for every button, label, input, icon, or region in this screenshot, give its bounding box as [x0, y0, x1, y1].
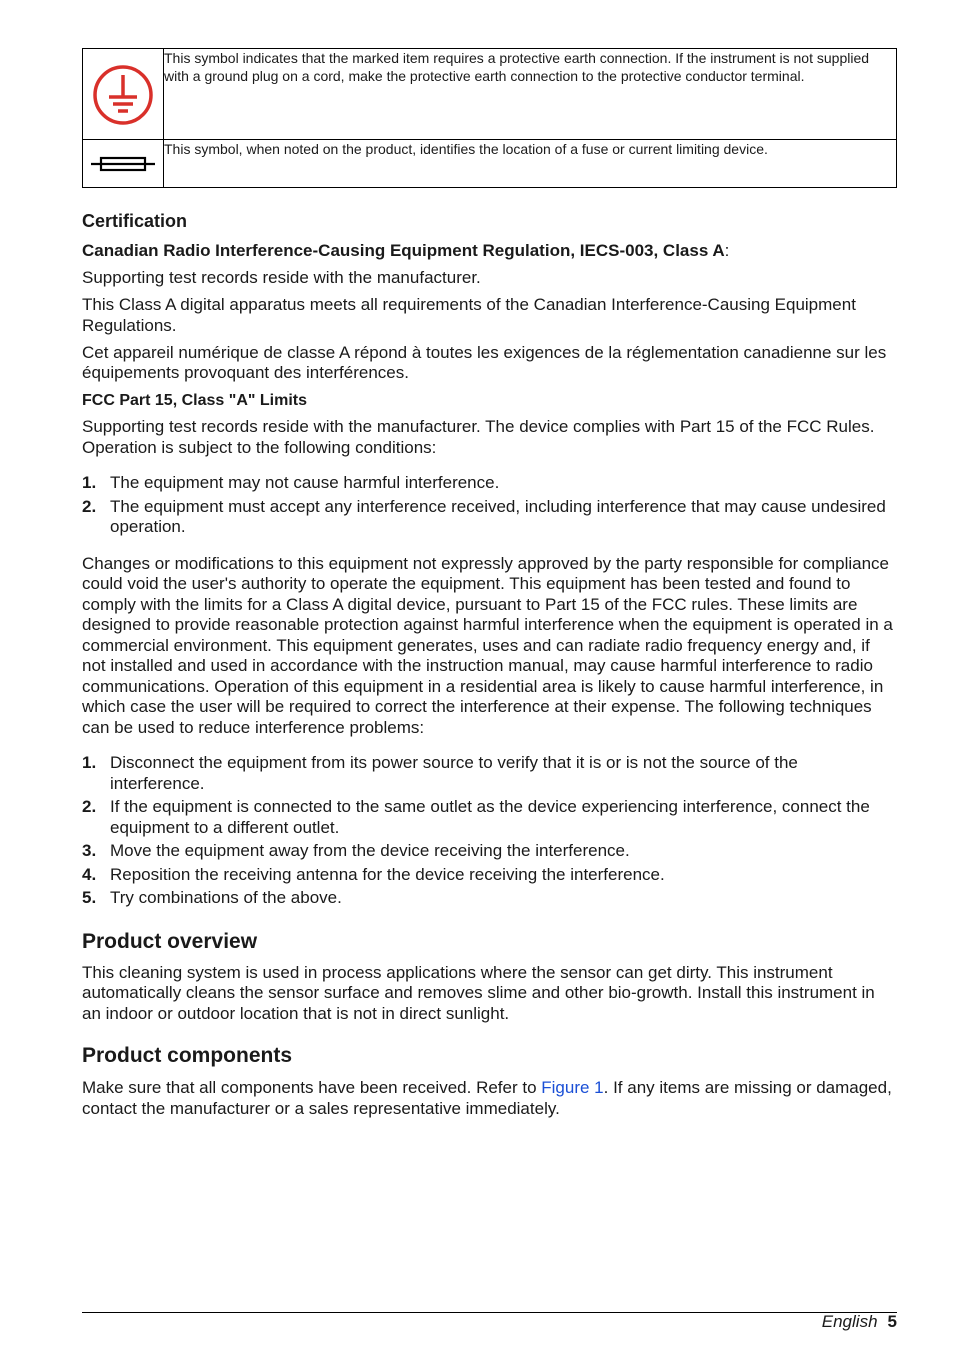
- paragraph: Supporting test records reside with the manufacturer.: [82, 268, 481, 287]
- protective-earth-icon: [92, 64, 154, 126]
- page-number: 5: [887, 1312, 897, 1331]
- paragraph: This cleaning system is used in process applications where the sensor can get dirty. This instrument automatically cleans the sensor surface and removes slime and other bio-growth. Install this instrument in an indoor or outdoor location that is not in direct sunlight.: [82, 962, 875, 1023]
- conditions-list: [82, 473, 897, 538]
- list-number: 3.: [82, 841, 97, 860]
- list-item: [82, 753, 897, 794]
- figure-link[interactable]: Figure 1: [541, 1078, 604, 1097]
- list-number: 1.: [82, 753, 97, 772]
- list-number: 4.: [82, 864, 97, 884]
- product-components-heading: Product components: [82, 1044, 293, 1067]
- symbol-icon-cell: [83, 140, 164, 188]
- symbols-table: [82, 48, 897, 188]
- symbol-row: [83, 49, 897, 140]
- symbol-description: This symbol indicates that the marked item requires a protective earth connection. If the instrument is not supplied with a ground plug on a cord, make the protective earth connection to the protective conductor terminal.: [164, 49, 897, 140]
- list-text: Reposition the receiving antenna for the device receiving the interference.: [110, 864, 665, 884]
- list-item: [82, 473, 897, 494]
- list-item: [82, 797, 897, 838]
- paragraph: This Class A digital apparatus meets all requirements of the Canadian Interference-Causing Equipment Regulations.: [82, 295, 856, 335]
- page-footer: [822, 1312, 897, 1332]
- heading-colon: :: [724, 241, 730, 260]
- symbol-description: This symbol, when noted on the product, identifies the location of a fuse or current limiting device.: [164, 140, 897, 188]
- paragraph: Changes or modifications to this equipment not expressly approved by the party responsible for compliance could void the user's authority to operate the equipment. This equipment has been tested and found to comply with the limits for a Class A digital device, pursuant to Part 15 of the FCC rules. These limits are designed to provide reasonable protection against harmful interference when the equipment is operated in a commercial environment. This equipment generates, uses and can radiate radio frequency energy and, if not installed and used in accordance with the instruction manual, may cause harmful interference to radio communications. Operation of this equipment in a residential area is likely to cause harmful interference, in which case the user will be required to correct the interference at their expense. The following techniques can be used to reduce interference problems:: [82, 553, 893, 737]
- page-content: [82, 48, 897, 1119]
- footer-divider: [82, 1312, 897, 1313]
- list-text: The equipment may not cause harmful interference.: [110, 473, 500, 492]
- fuse-icon: [91, 154, 155, 174]
- techniques-list: [82, 753, 897, 909]
- list-text: Move the equipment away from the device receiving the interference.: [110, 841, 630, 860]
- list-item: [82, 865, 897, 886]
- list-number: 5.: [82, 888, 97, 907]
- list-item: [82, 888, 897, 909]
- text-span: . If any items are missing or damaged, contact the manufacturer or a sales representative immediately.: [82, 1078, 892, 1118]
- paragraph: Supporting test records reside with the manufacturer. The device complies with Part 15 of the FCC Rules. Operation is subject to the following conditions:: [82, 417, 875, 457]
- symbol-icon-cell: [83, 49, 164, 140]
- list-text: Try combinations of the above.: [110, 888, 342, 907]
- paragraph: [82, 1078, 897, 1119]
- product-overview-heading: Product overview: [82, 929, 258, 953]
- paragraph-french: Cet appareil numérique de classe A répond à toutes les exigences de la réglementation canadienne sur les équipements provoquant des interférences.: [82, 342, 887, 382]
- symbol-row: [83, 140, 897, 188]
- list-number: 2.: [82, 496, 97, 516]
- list-text: Disconnect the equipment from its power source to verify that it is or is not the source of the interference.: [110, 753, 798, 793]
- canadian-regulation-heading: [82, 241, 897, 262]
- fcc-heading: FCC Part 15, Class "A" Limits: [82, 391, 308, 409]
- certification-heading: Certification: [82, 211, 188, 231]
- text-span: Make sure that all components have been received. Refer to: [82, 1078, 542, 1097]
- list-text: The equipment must accept any interference received, including interference that may cause undesired operation.: [110, 496, 886, 536]
- footer-language: English: [821, 1312, 878, 1331]
- list-text: If the equipment is connected to the same outlet as the device experiencing interference, connect the equipment to a different outlet.: [110, 797, 870, 837]
- list-number: 1.: [82, 473, 97, 492]
- list-item: [82, 841, 897, 862]
- canadian-regulation-title: Canadian Radio Interference-Causing Equipment Regulation, IECS-003, Class A: [82, 241, 725, 260]
- list-number: 2.: [82, 797, 97, 816]
- list-item: [82, 497, 897, 538]
